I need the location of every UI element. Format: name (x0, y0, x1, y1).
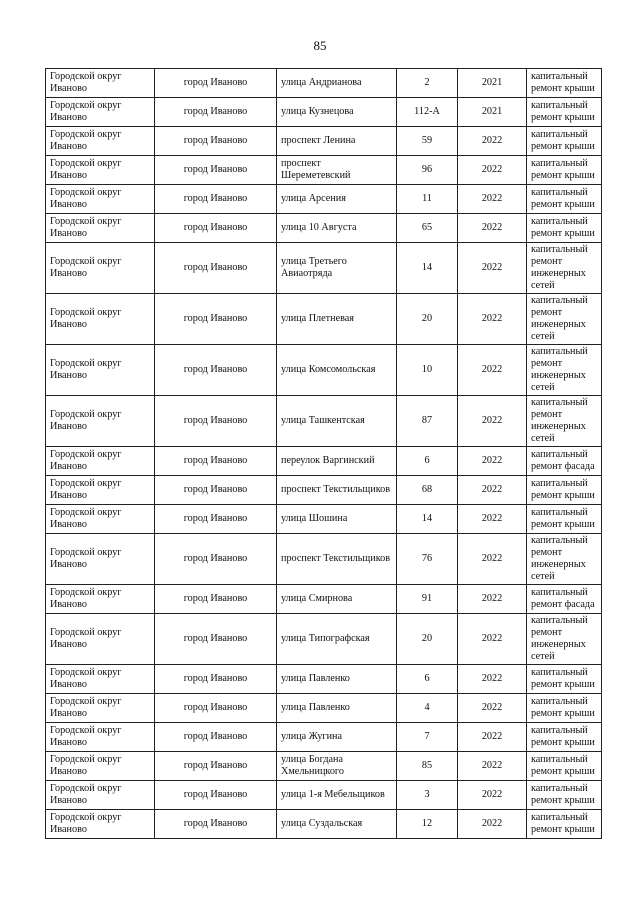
cell-year: 2022 (458, 534, 527, 585)
cell-work: капитальный ремонт крыши (527, 98, 602, 127)
cell-year: 2022 (458, 396, 527, 447)
cell-street: проспект Текстильщиков (277, 534, 397, 585)
table-row (46, 127, 602, 156)
cell-house: 87 (397, 396, 458, 447)
cell-house: 20 (397, 614, 458, 665)
cell-house: 68 (397, 476, 458, 505)
cell-year: 2022 (458, 614, 527, 665)
cell-street: улица Кузнецова (277, 98, 397, 127)
cell-work: капитальный ремонт крыши (527, 214, 602, 243)
cell-municipality: Городской округ Иваново (46, 447, 155, 476)
cell-house: 7 (397, 723, 458, 752)
page-number: 85 (313, 38, 327, 53)
cell-work: капитальный ремонт крыши (527, 505, 602, 534)
table-row (46, 294, 602, 345)
repair-registry-table (45, 68, 602, 839)
cell-city: город Иваново (155, 505, 277, 534)
cell-year: 2022 (458, 665, 527, 694)
cell-house: 11 (397, 185, 458, 214)
table-row (46, 534, 602, 585)
cell-city: город Иваново (155, 752, 277, 781)
cell-city: город Иваново (155, 127, 277, 156)
table-row (46, 694, 602, 723)
cell-street: проспект Ленина (277, 127, 397, 156)
cell-municipality: Городской округ Иваново (46, 185, 155, 214)
cell-house: 6 (397, 665, 458, 694)
cell-street: улица Плетневая (277, 294, 397, 345)
cell-year: 2022 (458, 476, 527, 505)
cell-work: капитальный ремонт фасада (527, 585, 602, 614)
cell-city: город Иваново (155, 534, 277, 585)
cell-street: проспект Текстильщиков (277, 476, 397, 505)
cell-work: капитальный ремонт фасада (527, 447, 602, 476)
cell-house: 2 (397, 69, 458, 98)
cell-work: капитальный ремонт крыши (527, 156, 602, 185)
cell-municipality: Городской округ Иваново (46, 694, 155, 723)
table-row (46, 810, 602, 839)
cell-city: город Иваново (155, 447, 277, 476)
cell-municipality: Городской округ Иваново (46, 585, 155, 614)
cell-municipality: Городской округ Иваново (46, 294, 155, 345)
cell-city: город Иваново (155, 345, 277, 396)
cell-year: 2022 (458, 345, 527, 396)
cell-year: 2021 (458, 69, 527, 98)
cell-house: 91 (397, 585, 458, 614)
table-row (46, 781, 602, 810)
cell-house: 14 (397, 243, 458, 294)
cell-city: город Иваново (155, 810, 277, 839)
cell-city: город Иваново (155, 723, 277, 752)
cell-house: 76 (397, 534, 458, 585)
cell-municipality: Городской округ Иваново (46, 723, 155, 752)
cell-municipality: Городской округ Иваново (46, 505, 155, 534)
cell-municipality: Городской округ Иваново (46, 534, 155, 585)
cell-house: 6 (397, 447, 458, 476)
cell-street: улица Третьего Авиаотряда (277, 243, 397, 294)
cell-municipality: Городской округ Иваново (46, 752, 155, 781)
table-row (46, 752, 602, 781)
cell-street: улица 10 Августа (277, 214, 397, 243)
cell-city: город Иваново (155, 69, 277, 98)
cell-house: 10 (397, 345, 458, 396)
cell-municipality: Городской округ Иваново (46, 810, 155, 839)
cell-year: 2022 (458, 127, 527, 156)
cell-house: 85 (397, 752, 458, 781)
cell-municipality: Городской округ Иваново (46, 665, 155, 694)
cell-work: капитальный ремонт крыши (527, 185, 602, 214)
cell-year: 2022 (458, 752, 527, 781)
table-row (46, 214, 602, 243)
cell-house: 4 (397, 694, 458, 723)
cell-work: капитальный ремонт инженерных сетей (527, 396, 602, 447)
table-row (46, 585, 602, 614)
cell-municipality: Городской округ Иваново (46, 214, 155, 243)
cell-city: город Иваново (155, 214, 277, 243)
table-row (46, 156, 602, 185)
cell-year: 2022 (458, 505, 527, 534)
cell-work: капитальный ремонт инженерных сетей (527, 614, 602, 665)
cell-city: город Иваново (155, 396, 277, 447)
table-row (46, 476, 602, 505)
cell-work: капитальный ремонт инженерных сетей (527, 294, 602, 345)
cell-work: капитальный ремонт крыши (527, 752, 602, 781)
cell-municipality: Городской округ Иваново (46, 476, 155, 505)
table-body (46, 69, 602, 839)
cell-work: капитальный ремонт инженерных сетей (527, 243, 602, 294)
cell-year: 2022 (458, 723, 527, 752)
cell-city: город Иваново (155, 614, 277, 665)
cell-year: 2022 (458, 585, 527, 614)
cell-city: город Иваново (155, 585, 277, 614)
table-row (46, 614, 602, 665)
cell-street: улица Андрианова (277, 69, 397, 98)
cell-municipality: Городской округ Иваново (46, 781, 155, 810)
cell-municipality: Городской округ Иваново (46, 396, 155, 447)
table-row (46, 505, 602, 534)
cell-street: улица Богдана Хмельницкого (277, 752, 397, 781)
cell-work: капитальный ремонт крыши (527, 723, 602, 752)
cell-street: проспект Шереметевский (277, 156, 397, 185)
cell-work: капитальный ремонт крыши (527, 810, 602, 839)
cell-work: капитальный ремонт крыши (527, 69, 602, 98)
table-row (46, 723, 602, 752)
cell-house: 20 (397, 294, 458, 345)
cell-year: 2022 (458, 694, 527, 723)
cell-city: город Иваново (155, 243, 277, 294)
cell-work: капитальный ремонт крыши (527, 694, 602, 723)
table-row (46, 665, 602, 694)
cell-city: город Иваново (155, 98, 277, 127)
cell-street: улица Павленко (277, 665, 397, 694)
table-row (46, 447, 602, 476)
cell-street: переулок Варгинский (277, 447, 397, 476)
cell-city: город Иваново (155, 476, 277, 505)
cell-city: город Иваново (155, 665, 277, 694)
cell-city: город Иваново (155, 185, 277, 214)
cell-work: капитальный ремонт инженерных сетей (527, 345, 602, 396)
cell-house: 59 (397, 127, 458, 156)
cell-work: капитальный ремонт крыши (527, 127, 602, 156)
cell-year: 2022 (458, 810, 527, 839)
cell-work: капитальный ремонт крыши (527, 781, 602, 810)
cell-municipality: Городской округ Иваново (46, 127, 155, 156)
table-row (46, 243, 602, 294)
cell-street: улица Жугина (277, 723, 397, 752)
table-row (46, 98, 602, 127)
cell-house: 3 (397, 781, 458, 810)
cell-house: 65 (397, 214, 458, 243)
cell-city: город Иваново (155, 294, 277, 345)
cell-year: 2022 (458, 185, 527, 214)
cell-year: 2022 (458, 294, 527, 345)
cell-street: улица Комсомольская (277, 345, 397, 396)
cell-house: 112-А (397, 98, 458, 127)
cell-house: 96 (397, 156, 458, 185)
cell-city: город Иваново (155, 694, 277, 723)
cell-municipality: Городской округ Иваново (46, 243, 155, 294)
cell-work: капитальный ремонт крыши (527, 476, 602, 505)
cell-city: город Иваново (155, 781, 277, 810)
cell-street: улица Суздальская (277, 810, 397, 839)
cell-street: улица Типографская (277, 614, 397, 665)
cell-municipality: Городской округ Иваново (46, 98, 155, 127)
cell-street: улица Смирнова (277, 585, 397, 614)
cell-house: 14 (397, 505, 458, 534)
cell-work: капитальный ремонт инженерных сетей (527, 534, 602, 585)
cell-year: 2022 (458, 156, 527, 185)
cell-year: 2022 (458, 243, 527, 294)
table-row (46, 185, 602, 214)
cell-street: улица Арсения (277, 185, 397, 214)
cell-house: 12 (397, 810, 458, 839)
cell-work: капитальный ремонт крыши (527, 665, 602, 694)
cell-municipality: Городской округ Иваново (46, 345, 155, 396)
cell-year: 2022 (458, 447, 527, 476)
cell-street: улица 1-я Мебельщиков (277, 781, 397, 810)
cell-year: 2022 (458, 214, 527, 243)
table-row (46, 69, 602, 98)
cell-street: улица Павленко (277, 694, 397, 723)
cell-municipality: Городской округ Иваново (46, 614, 155, 665)
cell-street: улица Шошина (277, 505, 397, 534)
cell-year: 2021 (458, 98, 527, 127)
cell-year: 2022 (458, 781, 527, 810)
table-row (46, 345, 602, 396)
table-row (46, 396, 602, 447)
cell-city: город Иваново (155, 156, 277, 185)
cell-street: улица Ташкентская (277, 396, 397, 447)
cell-municipality: Городской округ Иваново (46, 156, 155, 185)
cell-municipality: Городской округ Иваново (46, 69, 155, 98)
